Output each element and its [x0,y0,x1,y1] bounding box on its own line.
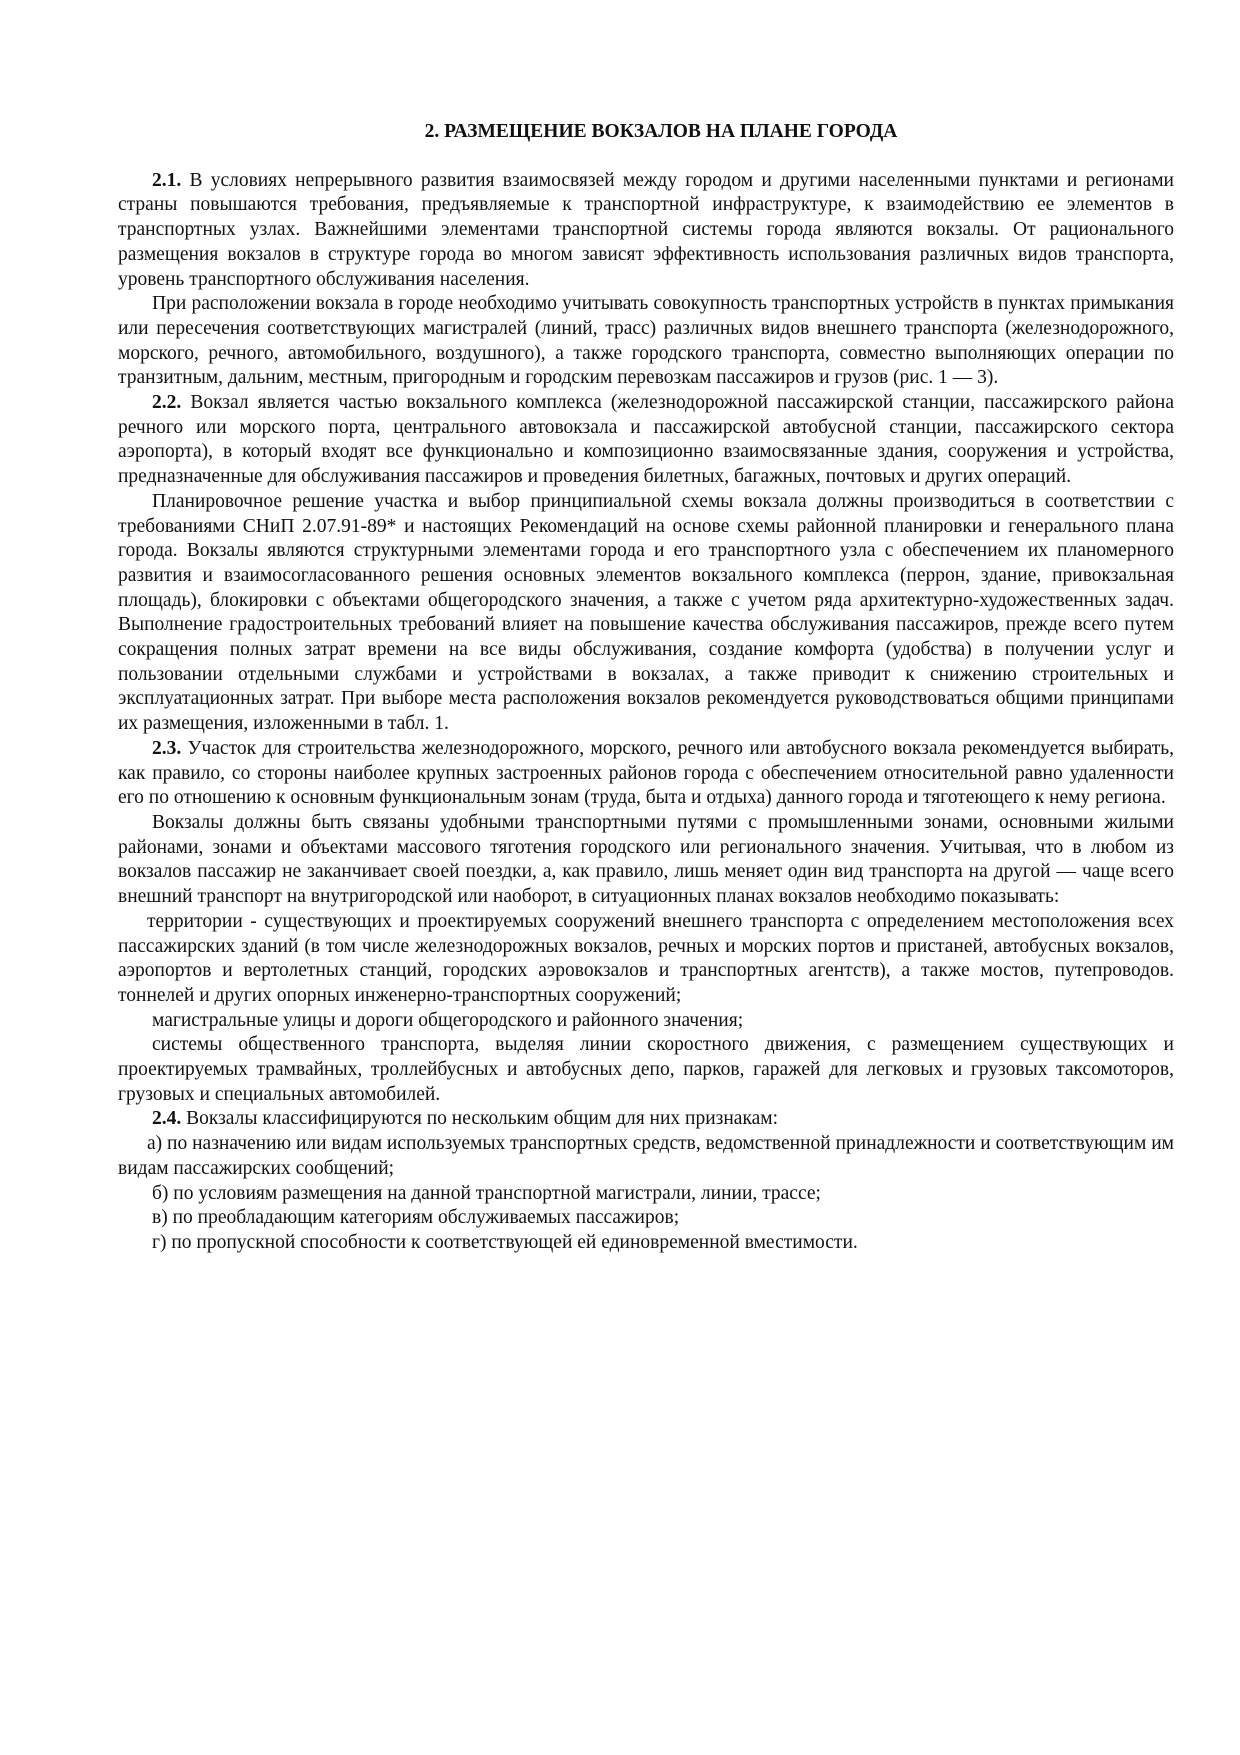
paragraph-text: В условиях непрерывного развития взаимосвязей между городом и другими населенными пунктами и регионами страны повышаются требования, предъявляемые к транспортной инфраструктуре, к взаимодействию ее элементов в транспортных узлах. Важнейшими элементами транспортной системы города являются вокзалы. От рационального размещения вокзалов в структуре города во многом зависят эффективность использования различных видов транспорта, уровень транспортного обслуживания населения. [118,169,1174,290]
paragraph [118,391,1174,490]
paragraph [118,1206,1174,1231]
paragraph [118,292,1174,391]
paragraph-text: Вокзалы должны быть связаны удобными транспортными путями с промышленными зонами, основными жилыми районами, зонами и объектами массового тяготения городского или регионального значения. Учитывая, что в любом из вокзалов пассажир не заканчивает своей поездки, а, как правило, лишь меняет один вид транспорта на другой — чаще всего внешний транспорт на внутригородской или наоборот, в ситуационных планах вокзалов необходимо показывать: [118,811,1174,908]
paragraph-number: 2.2. [152,392,182,414]
paragraph-number: 2.3. [152,737,182,759]
paragraph-text: магистральные улицы и дороги общегородского и районного значения; [152,1009,744,1031]
paragraph-text: При расположении вокзала в городе необходимо учитывать совокупность транспортных устройств в пунктах примыкания или пересечения соответствующих магистралей (линий, трасс) различных видов внешнего транспорта (железнодорожного, морского, речного, автомобильного, воздушного), а также городского транспорта, совместно выполняющих операции по транзитным, дальним, местным, пригородным и городским перевозкам пассажиров и грузов (рис. 1 — 3). [118,293,1174,389]
paragraph [118,1107,1174,1132]
paragraph [118,490,1174,737]
paragraph-text: Вокзал является частью вокзального комплекса (железнодорожной пассажирской станции, пассажирского района речного или морского порта, центрального автовокзала и пассажирской автобусной станции, пассажирского сектора аэропорта), в который входят все функционально и композиционно взаимосвязанные здания, сооружения и устройства, предназначенные для обслуживания пассажиров и проведения билетных, багажных, почтовых и других операций. [118,392,1174,488]
paragraph-text: территории - существующих и проектируемых сооружений внешнего транспорта с определением местоположения всех пассажирских зданий (в том числе железнодорожных вокзалов, речных и морских портов и пристаней, автобусных вокзалов, аэропортов и вертолетных станций, городских аэровокзалов и транспортных агентств), а также мостов, путепроводов. тоннелей и других опорных инженерно-транспортных сооружений; [118,910,1174,1006]
paragraph-text: Участок для строительства железнодорожного, морского, речного или автобусного вокзала рекомендуется выбирать, как правило, со стороны наиболее крупных застроенных районов города с обеспечением относительной равно удаленности его по отношению к основным функциональным зонам (труда, быта и отдыха) данного города и тяготеющего к нему региона. [118,737,1174,809]
paragraph-text: системы общественного транспорта, выделяя линии скоростного движения, с размещением существующих и проектируемых трамвайных, троллейбусных и автобусных депо, парков, гаражей для легковых и грузовых таксомоторов, грузовых и специальных автомобилей. [118,1034,1174,1105]
paragraph [118,1132,1174,1181]
paragraph-text: а) по назначению или видам используемых транспортных средств, ведомственной принадлежности и соответствующим им видам пассажирских сообщений; [118,1133,1174,1179]
paragraph [118,811,1174,910]
paragraph [118,1009,1174,1034]
paragraph-text: Планировочное решение участка и выбор принципиальной схемы вокзала должны производиться в соответствии с требованиями СНиП 2.07.91-89* и настоящих Рекомендаций на основе схемы районной планировки и генерального плана города. Вокзалы являются структурными элементами города и его транспортного узла с обеспечением их планомерного развития и взаимосогласованного решения основных элементов вокзального комплекса (перрон, здание, привокзальная площадь), блокировки с объектами общегородского значения, а также с учетом ряда архитектурно-художественных задач. Выполнение градостроительных требований влияет на повышение качества обслуживания пассажиров, прежде всего путем сокращения полных затрат времени на все виды обслуживания, создание комфорта (удобства) в получении услуг и пользовании отдельными службами и устройствами в вокзалах, а также приводит к снижению строительных и эксплуатационных затрат. При выборе места расположения вокзалов рекомендуется руководствоваться общими принципами их размещения, изложенными в табл. 1. [118,490,1174,735]
section-title: 2. РАЗМЕЩЕНИЕ ВОКЗАЛОВ НА ПЛАНЕ ГОРОДА [424,121,898,142]
paragraph-text: г) по пропускной способности к соответствующей ей единовременной вместимости. [152,1231,858,1253]
paragraph-number: 2.1. [152,169,182,191]
paragraph [118,1231,1174,1256]
paragraph-number: 2.4. [152,1108,182,1130]
document-page [118,112,1174,1256]
paragraph [118,1182,1174,1207]
document-body [118,169,1174,1256]
paragraph [118,169,1174,293]
paragraph-text: Вокзалы классифицируются по нескольким общим для них признакам: [181,1108,779,1130]
paragraph-text: в) по преобладающим категориям обслуживаемых пассажиров; [152,1207,680,1229]
paragraph [118,737,1174,811]
paragraph-text: б) по условиям размещения на данной транспортной магистрали, линии, трассе; [152,1182,821,1204]
paragraph [118,910,1174,1009]
paragraph [118,1033,1174,1107]
